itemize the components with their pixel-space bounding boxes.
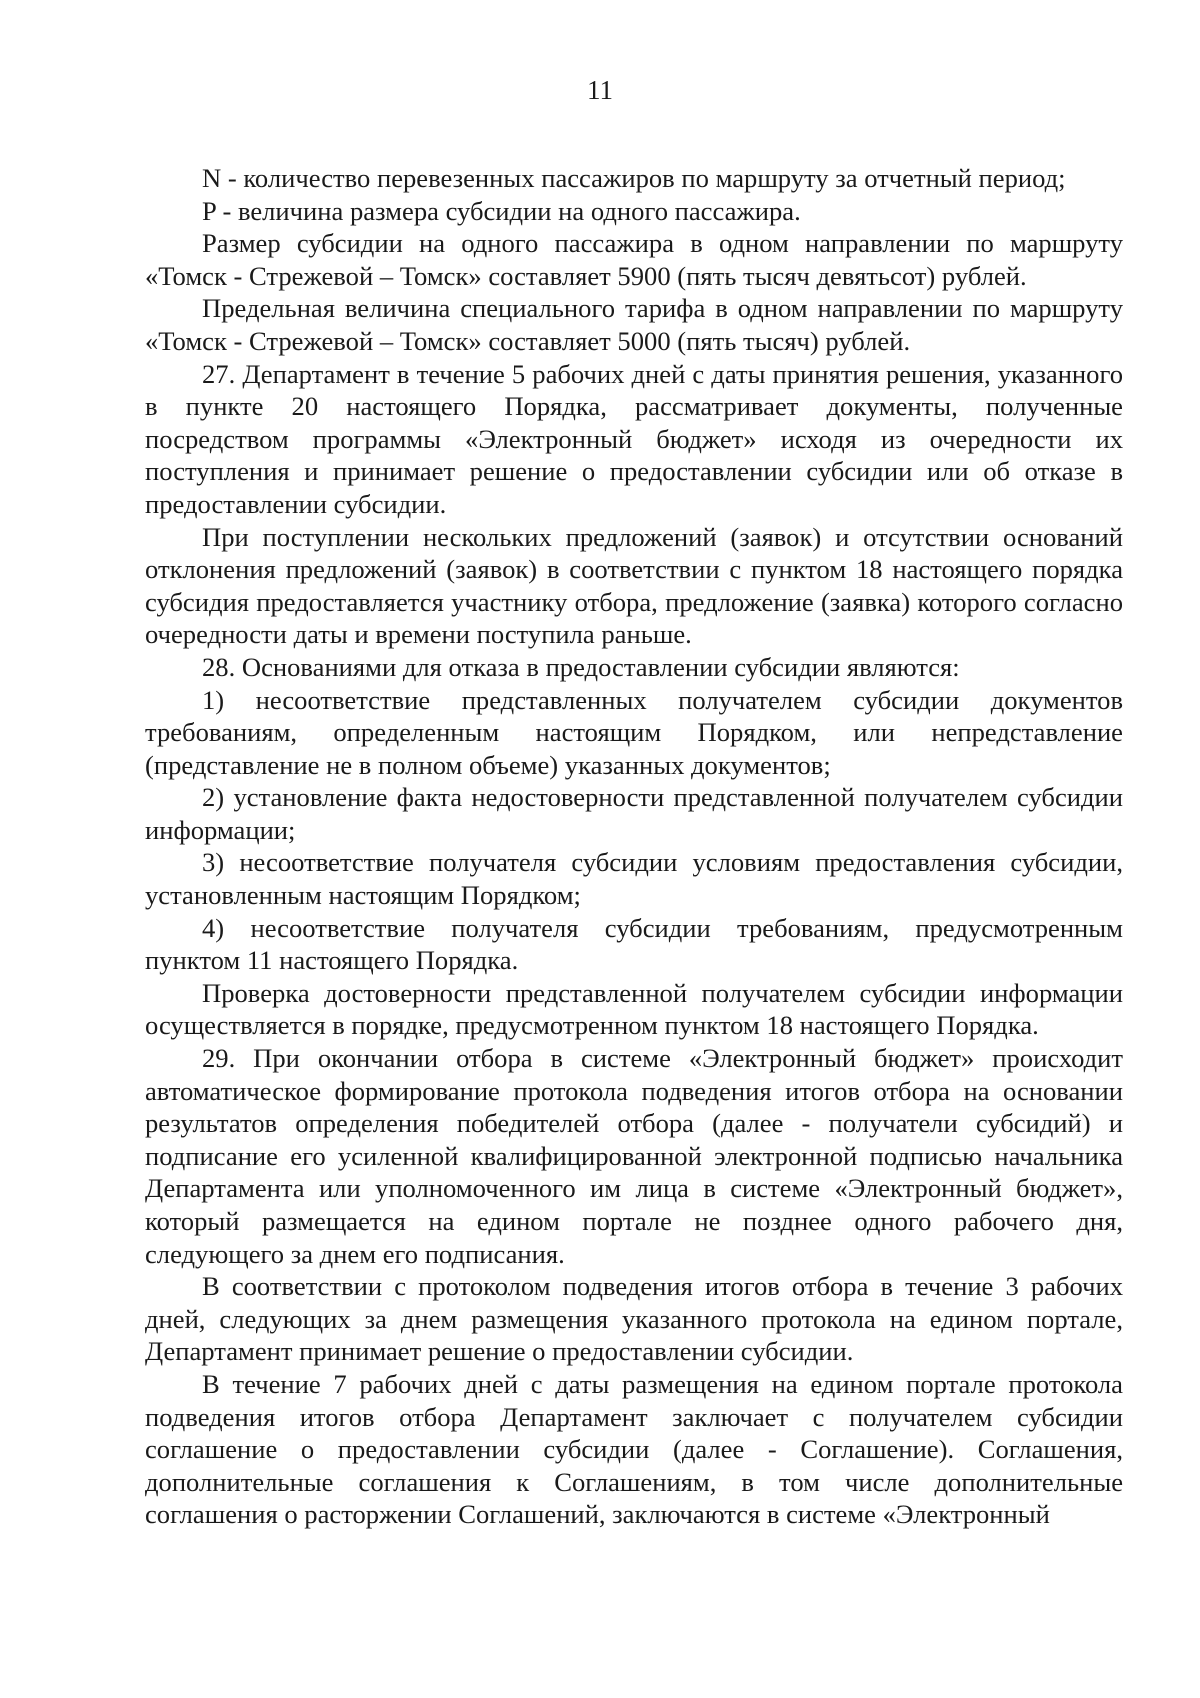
paragraph-reason-4: 4) несоответствие получателя субсидии требованиям, предусмотренным пунктом 11 настоящего Порядка. xyxy=(145,912,1123,976)
page-number: 11 xyxy=(587,75,613,105)
paragraph-tariff-limit: Предельная величина специального тарифа в одном направлении по маршруту «Томск - Стрежевой – Томск» составляет 5000 (пять тысяч) рублей. xyxy=(145,293,1123,356)
paragraph-item-29: 29. При окончании отбора в системе «Электронный бюджет» происходит автоматическое формирование протокола подведения итогов отбора на основании результатов определения победителей отбора (далее - получатели субсидий) и подписание его усиленной квалифицированной электронной подписью начальника Департамента или уполномоченного им лица в системе «Электронный бюджет», который размещается на едином портале не позднее одного рабочего дня, следующего за днем его подписания. xyxy=(145,1043,1123,1269)
paragraph-reason-2: 2) установление факта недостоверности представленной получателем субсидии информации; xyxy=(145,782,1123,845)
paragraph-item-27: 27. Департамент в течение 5 рабочих дней с даты принятия решения, указанного в пункте 20 настоящего Порядка, рассматривает документы, полученные посредством программы «Электронный бюджет» исходя из очередности их поступления и принимает решение о предоставлении субсидии или об отказе в предоставлении субсидии. xyxy=(145,358,1123,519)
paragraph-verification: Проверка достоверности представленной получателем субсидии информации осуществляется в порядке, предусмотренном пунктом 18 настоящего Порядка. xyxy=(145,977,1123,1041)
paragraph-multiple-applications: При поступлении нескольких предложений (заявок) и отсутствии оснований отклонения предложений (заявок) в соответствии с пунктом 18 настоящего порядка субсидия предоставляется участнику отбора, предложение (заявка) которого согласно очередности даты и времени поступила раньше. xyxy=(145,521,1123,650)
paragraph-subsidy-size: Размер субсидии на одного пассажира в одном направлении по маршруту «Томск - Стрежевой – Томск» составляет 5900 (пять тысяч девятьсот) рублей. xyxy=(145,228,1123,291)
paragraph-n-definition: N - количество перевезенных пассажиров по маршруту за отчетный период; xyxy=(202,163,1066,193)
paragraph-item-28: 28. Основаниями для отказа в предоставлении субсидии являются: xyxy=(202,651,960,682)
paragraph-p-definition: P - величина размера субсидии на одного пассажира. xyxy=(202,195,801,226)
document-body xyxy=(145,162,1123,1531)
paragraph-reason-3: 3) несоответствие получателя субсидии условиям предоставления субсидии, установленным настоящим Порядком; xyxy=(145,847,1123,911)
paragraph-protocol-decision: В соответствии с протоколом подведения итогов отбора в течение 3 рабочих дней, следующих за днем размещения указанного протокола на едином портале, Департамент принимает решение о предоставлении субсидии. xyxy=(145,1271,1123,1367)
paragraph-reason-1: 1) несоответствие представленных получателем субсидии документов требованиям, определенным настоящим Порядком, или непредставление (представление не в полном объеме) указанных документов; xyxy=(145,684,1123,780)
paragraph-agreement: В течение 7 рабочих дней с даты размещения на едином портале протокола подведения итогов отбора Департамент заключает с получателем субсидии соглашение о предоставлении субсидии (далее - Соглашение). Соглашения, дополнительные соглашения к Соглашениям, в том числе дополнительные соглашения о расторжении Соглашений, заключаются в системе «Электронный xyxy=(145,1368,1123,1530)
